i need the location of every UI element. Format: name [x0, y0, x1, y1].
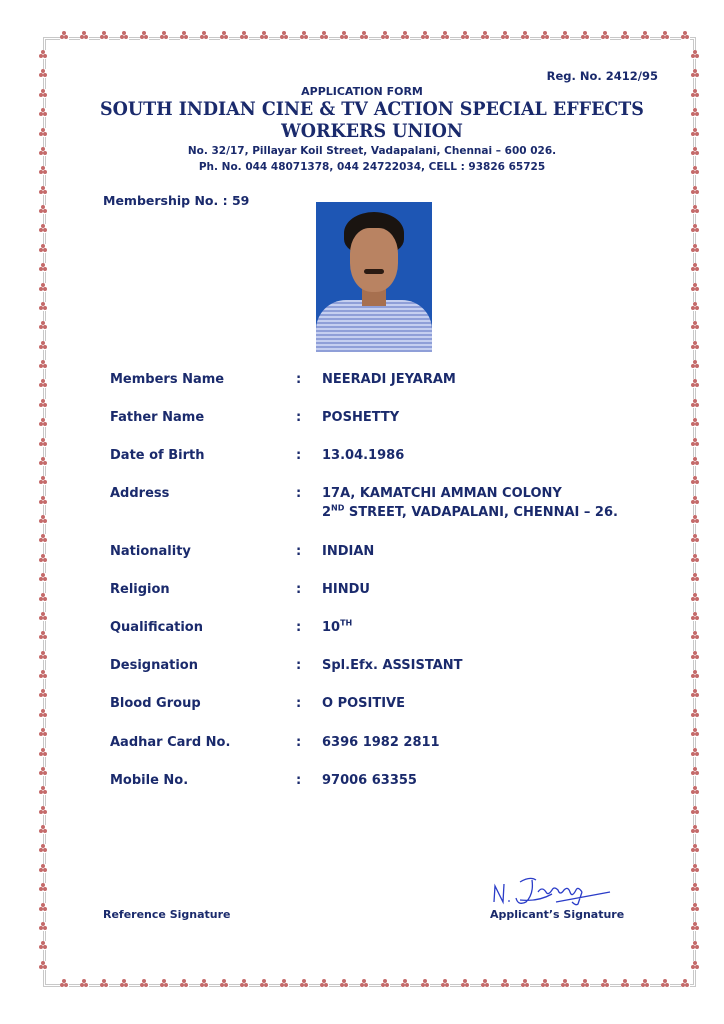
ornament-border-right — [691, 50, 700, 970]
ornament-icon — [39, 554, 48, 563]
ornament-icon — [501, 979, 510, 988]
field-value: INDIAN — [322, 544, 375, 559]
ornament-icon — [691, 728, 700, 737]
ornament-icon — [691, 399, 700, 408]
ornament-icon — [280, 31, 289, 40]
ornament-icon — [340, 979, 349, 988]
ornament-icon — [39, 612, 48, 621]
field-separator: : — [296, 658, 302, 673]
photo-moustache — [364, 269, 384, 274]
ornament-icon — [691, 941, 700, 950]
ornament-icon — [691, 612, 700, 621]
ornament-icon — [691, 903, 700, 912]
field-separator: : — [296, 544, 302, 559]
ornament-icon — [300, 31, 309, 40]
ornament-icon — [80, 979, 89, 988]
ornament-icon — [691, 224, 700, 233]
field-separator: : — [296, 372, 302, 387]
ornament-icon — [441, 31, 450, 40]
ornament-icon — [691, 50, 700, 59]
field-value: POSHETTY — [322, 410, 400, 425]
ornament-icon — [39, 728, 48, 737]
field-label: Father Name — [110, 410, 205, 425]
field-separator: : — [296, 735, 302, 750]
ornament-icon — [39, 438, 48, 447]
field-label: Members Name — [110, 372, 225, 387]
field-separator: : — [296, 696, 302, 711]
union-name-line1: SOUTH INDIAN CINE & TV ACTION SPECIAL EFFECTS — [100, 98, 644, 120]
ornament-icon — [691, 418, 700, 427]
registration-number: Reg. No. 2412/95 — [546, 69, 658, 83]
ornament-icon — [691, 786, 700, 795]
ornament-icon — [691, 244, 700, 253]
ornament-icon — [39, 50, 48, 59]
ornament-icon — [381, 979, 390, 988]
ornament-icon — [39, 961, 48, 970]
ornament-icon — [621, 31, 630, 40]
field-label: Date of Birth — [110, 448, 205, 463]
ornament-icon — [691, 961, 700, 970]
ornament-icon — [401, 979, 410, 988]
ornament-icon — [39, 573, 48, 582]
field-value: O POSITIVE — [322, 696, 406, 711]
form-title: APPLICATION FORM — [301, 85, 423, 98]
ornament-icon — [401, 31, 410, 40]
ornament-icon — [240, 979, 249, 988]
ornament-icon — [691, 438, 700, 447]
ornament-icon — [691, 593, 700, 602]
ornament-icon — [39, 825, 48, 834]
ornament-icon — [60, 979, 69, 988]
ornament-icon — [601, 979, 610, 988]
ornament-icon — [641, 979, 650, 988]
ornament-icon — [120, 31, 129, 40]
field-value: 97006 63355 — [322, 773, 417, 788]
ornament-icon — [691, 186, 700, 195]
ornament-icon — [340, 31, 349, 40]
field-label: Blood Group — [110, 696, 201, 711]
field-separator: : — [296, 486, 302, 501]
field-label: Nationality — [110, 544, 191, 559]
ornament-icon — [691, 573, 700, 582]
ornament-icon — [60, 31, 69, 40]
ornament-icon — [39, 651, 48, 660]
photo-shirt — [316, 300, 432, 352]
union-name — [30, 98, 714, 142]
ornament-icon — [641, 31, 650, 40]
ornament-icon — [39, 283, 48, 292]
ornament-icon — [691, 496, 700, 505]
ornament-icon — [691, 883, 700, 892]
union-name-line2: WORKERS UNION — [281, 120, 463, 142]
ornament-icon — [300, 979, 309, 988]
union-phone: Ph. No. 044 48071378, 044 24722034, CELL : 93826 65725 — [198, 161, 546, 173]
ornament-icon — [691, 263, 700, 272]
applicant-signature-label: Applicant’s Signature — [490, 908, 625, 921]
ornament-icon — [100, 979, 109, 988]
ornament-icon — [461, 979, 470, 988]
ornament-icon — [39, 205, 48, 214]
ornament-icon — [200, 979, 209, 988]
ornament-icon — [39, 786, 48, 795]
ornament-icon — [39, 186, 48, 195]
ornament-icon — [691, 922, 700, 931]
ornament-icon — [320, 31, 329, 40]
ornament-icon — [39, 360, 48, 369]
ornament-icon — [691, 825, 700, 834]
ornament-icon — [691, 360, 700, 369]
ornament-icon — [39, 922, 48, 931]
ornament-icon — [39, 593, 48, 602]
ornament-icon — [180, 979, 189, 988]
ornament-border-top — [60, 31, 690, 40]
ornament-icon — [661, 31, 670, 40]
field-value: 13.04.1986 — [322, 448, 405, 463]
ornament-icon — [39, 457, 48, 466]
field-label: Mobile No. — [110, 773, 189, 788]
ornament-icon — [661, 979, 670, 988]
ornament-icon — [691, 515, 700, 524]
ornament-icon — [421, 979, 430, 988]
field-value: Spl.Efx. ASSISTANT — [322, 658, 463, 673]
field-value: HINDU — [322, 582, 370, 597]
ornament-icon — [691, 379, 700, 388]
ornament-icon — [381, 31, 390, 40]
field-label: Religion — [110, 582, 170, 597]
ornament-icon — [691, 554, 700, 563]
ornament-icon — [691, 864, 700, 873]
ornament-icon — [220, 31, 229, 40]
ornament-icon — [501, 31, 510, 40]
field-separator: : — [296, 620, 302, 635]
ornament-icon — [140, 31, 149, 40]
ornament-icon — [681, 31, 690, 40]
field-separator: : — [296, 773, 302, 788]
field-label: Qualification — [110, 620, 203, 635]
ornament-icon — [621, 979, 630, 988]
ornament-icon — [280, 979, 289, 988]
ornament-icon — [39, 341, 48, 350]
ornament-icon — [691, 205, 700, 214]
ornament-icon — [39, 670, 48, 679]
ornament-icon — [691, 767, 700, 776]
address-line2: 2ND STREET, VADAPALANI, CHENNAI – 26. — [322, 503, 618, 520]
ornament-icon — [691, 283, 700, 292]
membership-number: Membership No. : 59 — [103, 193, 250, 208]
ornament-icon — [39, 399, 48, 408]
reference-signature-label: Reference Signature — [103, 908, 231, 921]
ornament-icon — [200, 31, 209, 40]
ornament-icon — [691, 651, 700, 660]
ornament-icon — [360, 979, 369, 988]
ornament-icon — [691, 534, 700, 543]
ornament-icon — [39, 883, 48, 892]
ornament-icon — [691, 69, 700, 78]
ornament-icon — [39, 767, 48, 776]
ornament-icon — [691, 748, 700, 757]
ornament-border-left — [39, 50, 48, 970]
ornament-icon — [691, 341, 700, 350]
applicant-photo — [316, 202, 432, 352]
ornament-icon — [421, 31, 430, 40]
ornament-icon — [691, 806, 700, 815]
ornament-icon — [120, 979, 129, 988]
ornament-icon — [521, 979, 530, 988]
ornament-icon — [160, 979, 169, 988]
field-separator: : — [296, 582, 302, 597]
ornament-icon — [260, 31, 269, 40]
ornament-icon — [561, 31, 570, 40]
applicant-signature-image — [490, 872, 615, 908]
field-label: Aadhar Card No. — [110, 735, 231, 750]
ornament-icon — [39, 941, 48, 950]
ornament-icon — [39, 806, 48, 815]
ornament-icon — [481, 979, 490, 988]
ornament-icon — [39, 748, 48, 757]
field-label: Designation — [110, 658, 198, 673]
ornament-icon — [320, 979, 329, 988]
ornament-icon — [521, 31, 530, 40]
ornament-border-bottom — [60, 979, 690, 988]
ornament-icon — [681, 979, 690, 988]
field-separator: : — [296, 410, 302, 425]
ornament-icon — [39, 903, 48, 912]
ornament-icon — [39, 379, 48, 388]
ornament-icon — [601, 31, 610, 40]
ornament-icon — [39, 244, 48, 253]
ornament-icon — [100, 31, 109, 40]
ornament-icon — [240, 31, 249, 40]
ornament-icon — [39, 709, 48, 718]
ornament-icon — [39, 496, 48, 505]
address-line1: 17A, KAMATCHI AMMAN COLONY — [322, 486, 562, 501]
ornament-icon — [39, 321, 48, 330]
ornament-icon — [39, 263, 48, 272]
field-value: NEERADI JEYARAM — [322, 372, 456, 387]
ornament-icon — [39, 689, 48, 698]
field-value: 10TH — [322, 618, 353, 635]
ornament-icon — [80, 31, 89, 40]
ornament-icon — [691, 321, 700, 330]
field-value: 6396 1982 2811 — [322, 735, 440, 750]
ornament-icon — [180, 31, 189, 40]
ornament-icon — [39, 631, 48, 640]
ornament-icon — [39, 302, 48, 311]
ornament-icon — [691, 302, 700, 311]
ornament-icon — [260, 979, 269, 988]
ornament-icon — [561, 979, 570, 988]
ornament-icon — [220, 979, 229, 988]
field-label: Address — [110, 486, 170, 501]
ornament-icon — [39, 476, 48, 485]
ornament-icon — [581, 31, 590, 40]
ornament-icon — [160, 31, 169, 40]
ornament-icon — [39, 418, 48, 427]
ornament-icon — [461, 31, 470, 40]
ornament-icon — [691, 476, 700, 485]
ornament-icon — [691, 457, 700, 466]
ornament-icon — [481, 31, 490, 40]
ornament-icon — [581, 979, 590, 988]
field-separator: : — [296, 448, 302, 463]
field-value — [322, 484, 618, 522]
ornament-icon — [691, 670, 700, 679]
ornament-icon — [39, 69, 48, 78]
ornament-icon — [541, 979, 550, 988]
ornament-icon — [441, 979, 450, 988]
ornament-icon — [360, 31, 369, 40]
ornament-icon — [39, 844, 48, 853]
ornament-icon — [691, 709, 700, 718]
ornament-icon — [541, 31, 550, 40]
ornament-icon — [39, 534, 48, 543]
ornament-icon — [39, 515, 48, 524]
ornament-icon — [691, 631, 700, 640]
ornament-icon — [140, 979, 149, 988]
ornament-icon — [691, 689, 700, 698]
ornament-icon — [39, 224, 48, 233]
union-address: No. 32/17, Pillayar Koil Street, Vadapalani, Chennai – 600 026. — [187, 145, 557, 157]
ornament-icon — [691, 844, 700, 853]
photo-face — [350, 228, 398, 292]
ornament-icon — [39, 864, 48, 873]
